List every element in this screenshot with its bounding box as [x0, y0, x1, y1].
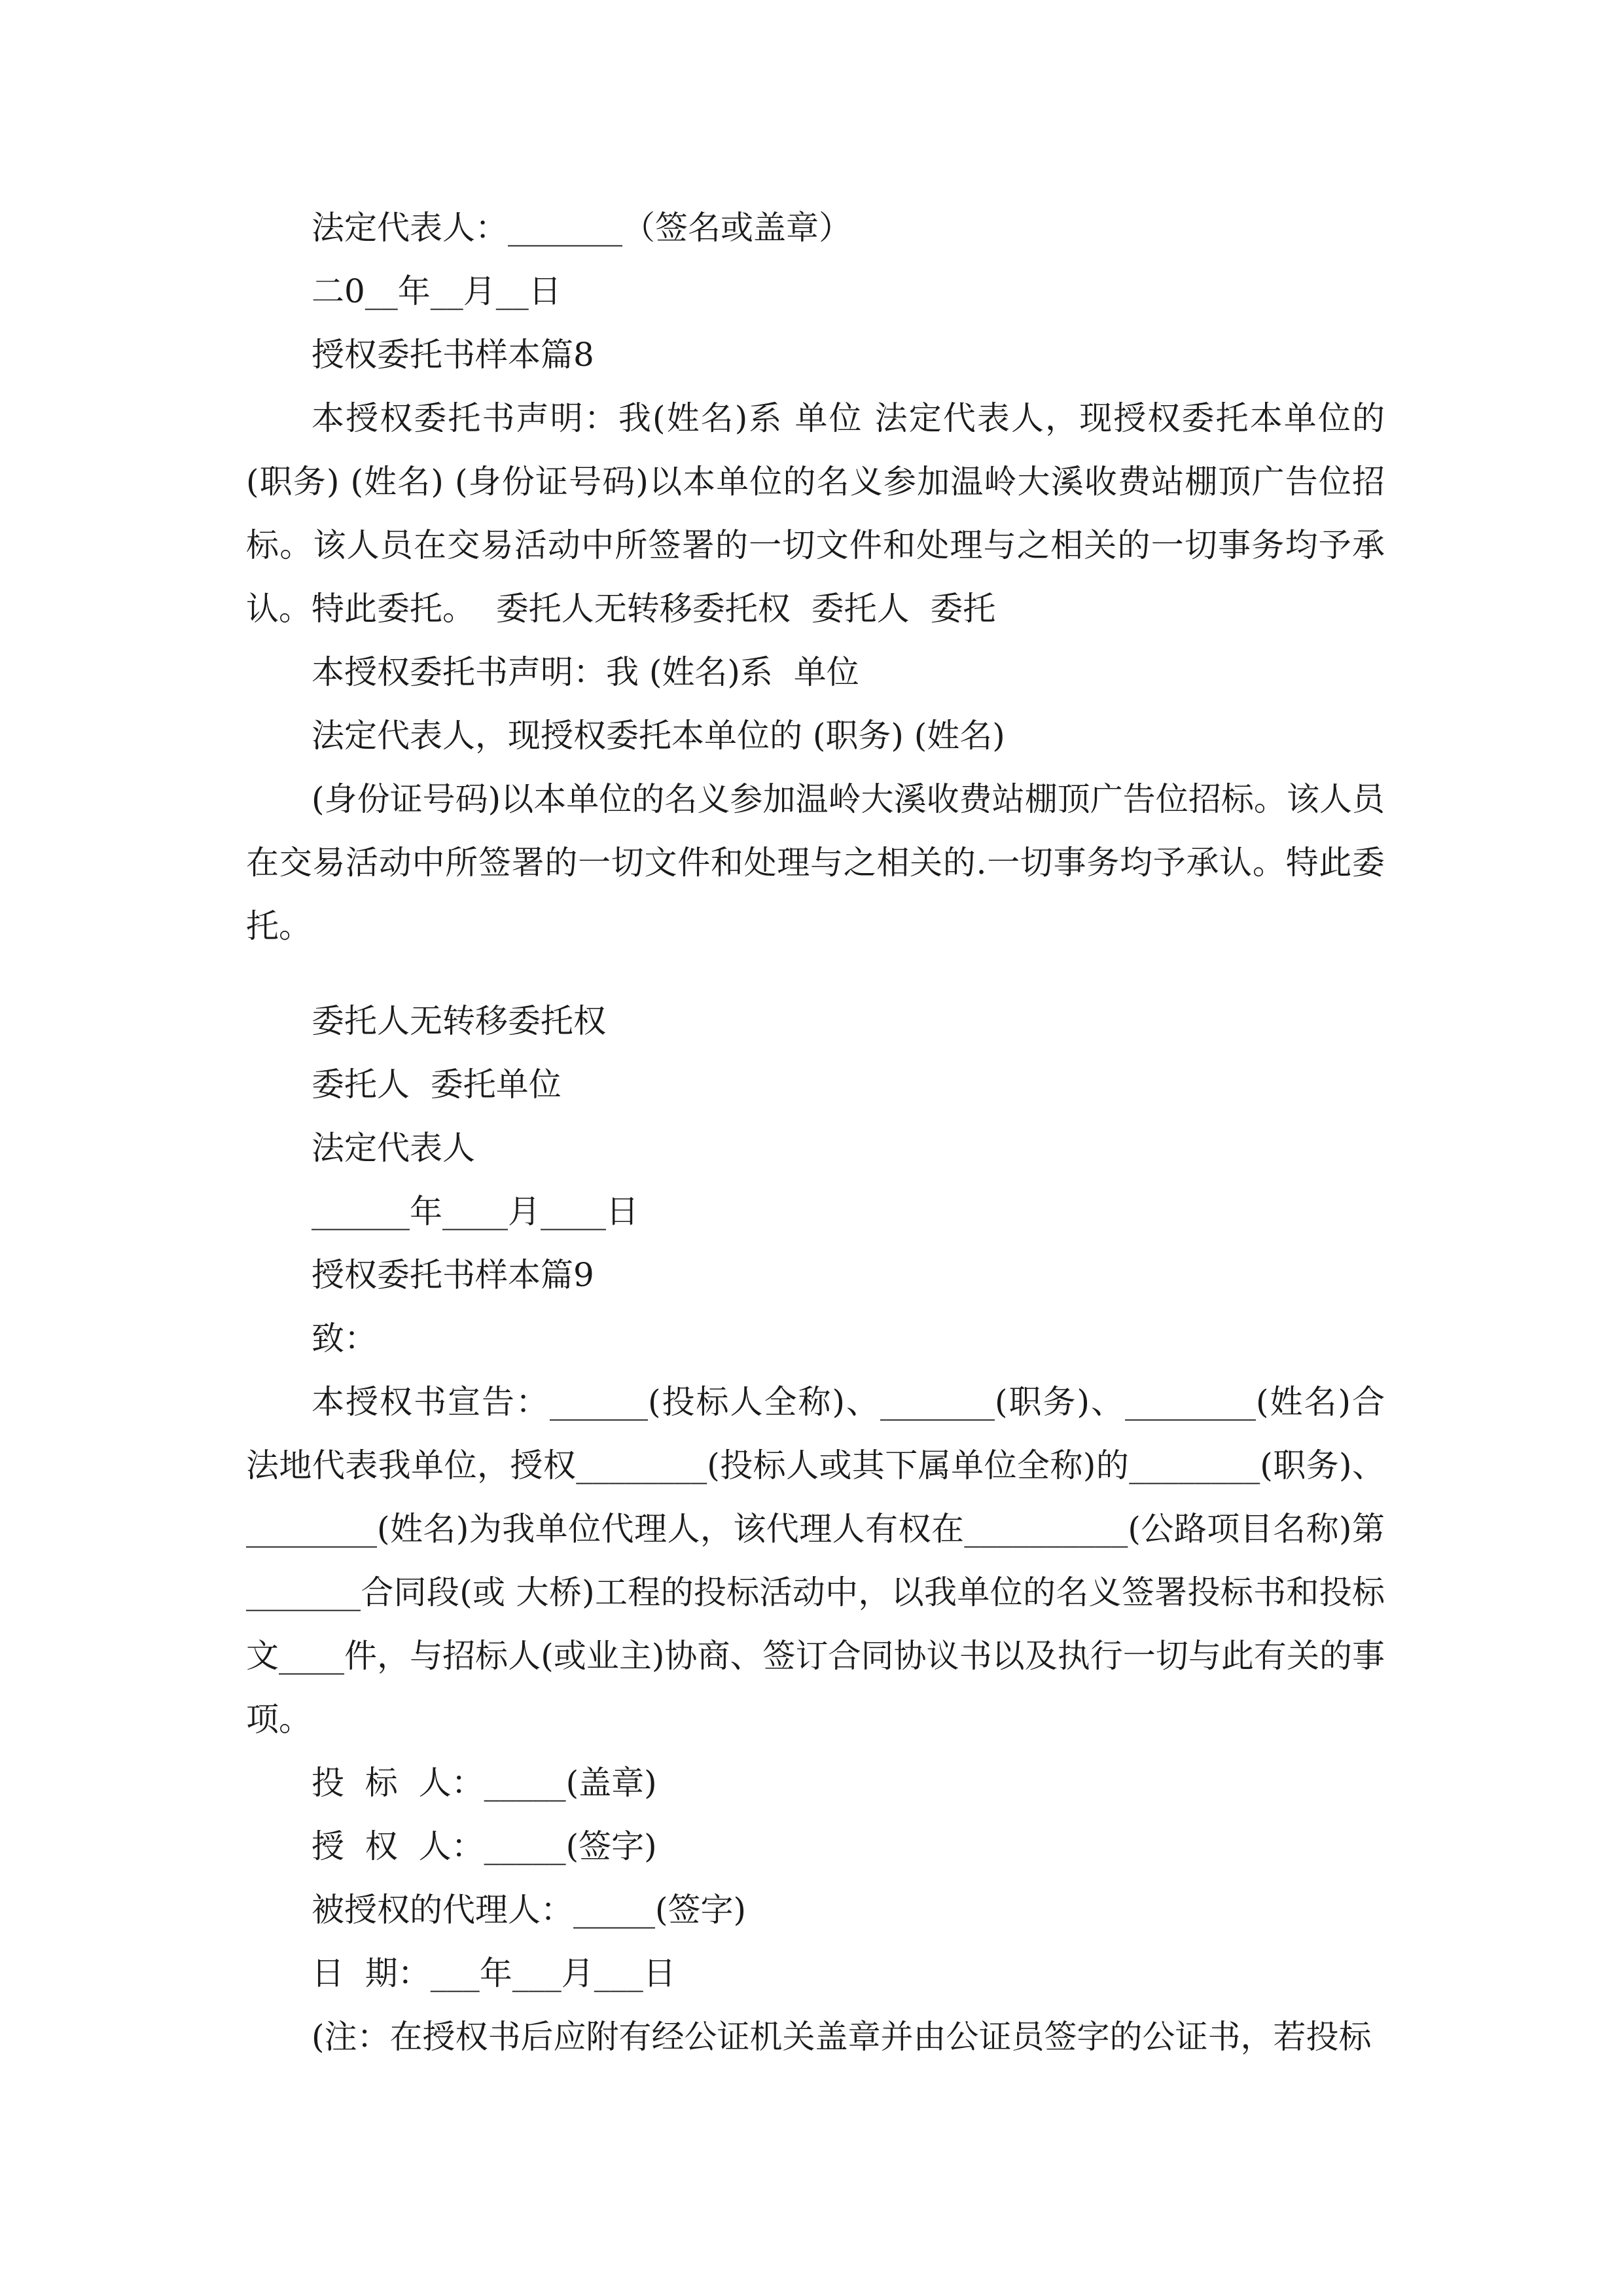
- date-field-line: 日 期：___年___月___日: [312, 1954, 676, 1992]
- principal-unit-line: 委托人 委托单位: [312, 1066, 562, 1103]
- note-line: (注：在授权书后应附有经公证机关盖章并由公证员签字的公证书，若投标: [312, 2018, 1372, 2056]
- document-body: [246, 196, 1395, 2069]
- date-line: 二0__年__月__日: [312, 272, 562, 310]
- declaration-paragraph: 本授权委托书声明：我(姓名)系 单位 法定代表人，现授权委托本单位的 (职务) (姓名) (身份证号码)以本单位的名义参加温岭大溪收费站棚顶广告位招标。该人员在交易活动中所签署的一切文件和处理与之相关的一切事务均予承认。特此委托。 委托人无转移委托权 委托人 委托: [246, 399, 1395, 628]
- authorization-paragraph: (身份证号码)以本单位的名义参加温岭大溪收费站棚顶广告位招标。该人员在交易活动中所签署的一切文件和处理与之相关的.一切事务均予承认。特此委托。: [246, 780, 1385, 945]
- no-transfer-line: 委托人无转移委托权: [312, 1002, 606, 1040]
- agent-sign-line: 被授权的代理人：_____(签字): [312, 1891, 747, 1929]
- authorization-line: 法定代表人，现授权委托本单位的 (职务) (姓名): [312, 717, 1005, 755]
- section-heading-9: 授权委托书样本篇9: [312, 1256, 594, 1294]
- announcement-paragraph: 本授权书宣告：______(投标人全称)、_______(职务)、________(姓名)合法地代表我单位，授权________(投标人或其下属单位全称)的________(职务)、________(姓名)为我单位代理人，该代理人有权在__________(公路项目名称)第_______合同段(或 大桥)工程的投标活动中，以我单位的名义签署投标书和投标文____件，与招标人(或业主)协商、签订合同协议书以及执行一切与此有关的事项。: [246, 1383, 1385, 1738]
- section-heading-8: 授权委托书样本篇8: [312, 336, 594, 374]
- declaration-line: 本授权委托书声明：我 (姓名)系 单位: [312, 653, 859, 691]
- authorizer-sign-line: 授 权 人：_____(签字): [312, 1827, 657, 1865]
- salutation: 致：: [312, 1319, 377, 1357]
- blank-date-line: ______年____月____日: [312, 1193, 639, 1230]
- paragraph-gap: [246, 958, 1385, 990]
- bidder-seal-line: 投 标 人：_____(盖章): [312, 1764, 657, 1802]
- legal-rep-signature-line: 法定代表人：_______（签名或盖章）: [312, 209, 851, 247]
- legal-rep-line: 法定代表人: [312, 1129, 475, 1167]
